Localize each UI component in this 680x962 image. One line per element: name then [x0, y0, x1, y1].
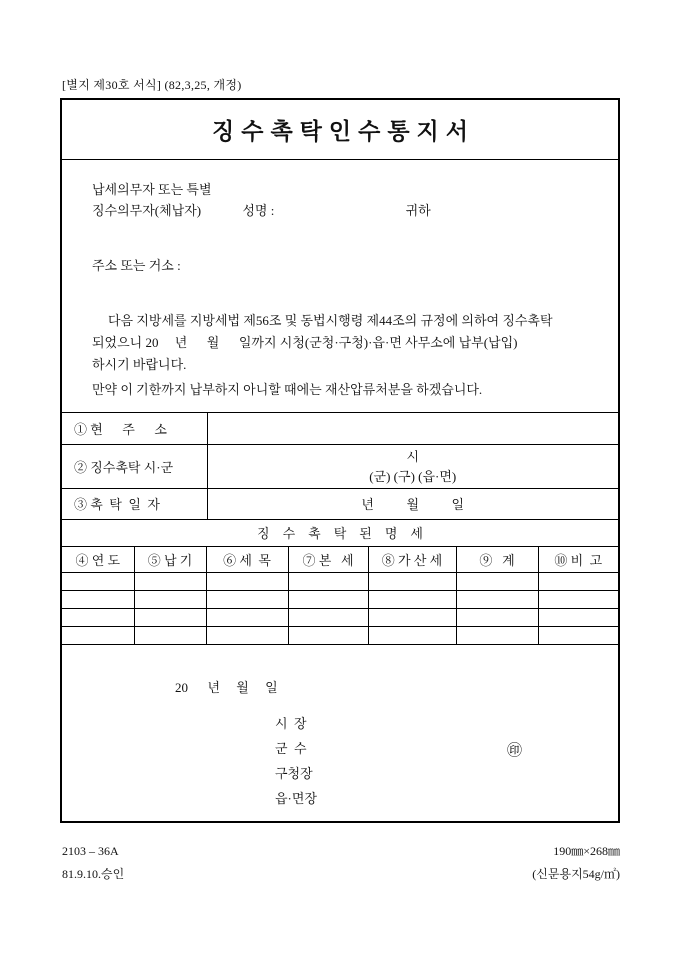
detail-section-title: 징 수 촉 탁 된 명 세: [62, 519, 618, 547]
table-cell-empty: [368, 609, 456, 627]
info-label-date: ③ 촉 탁 일 자: [62, 489, 207, 519]
table-cell-empty: [62, 627, 134, 645]
table-cell-empty: [288, 609, 368, 627]
table-cell-empty: [538, 627, 618, 645]
signer-mayor: 시 장: [275, 716, 307, 731]
table-cell-empty: [456, 573, 538, 591]
table-cell-empty: [62, 573, 134, 591]
table-cell-empty: [288, 627, 368, 645]
table-cell-empty: [134, 573, 206, 591]
table-cell-empty: [456, 591, 538, 609]
table-row: [62, 591, 618, 609]
table-cell-empty: [368, 591, 456, 609]
table-cell-empty: [538, 573, 618, 591]
paper-spec: (신문용지54g/㎡): [532, 867, 620, 881]
title-row: [62, 100, 618, 160]
paragraph-line-1: 다음 지방세를 지방세법 제56조 및 동법시행령 제44조의 규정에 의하여 징수촉탁: [108, 313, 553, 328]
paper-size: 190㎜×268㎜: [553, 844, 620, 858]
recipient-label: 징수의무자(체납자): [92, 203, 202, 218]
table-row: [62, 627, 618, 645]
name-label: 성명 :: [242, 203, 275, 218]
form-box: [60, 98, 620, 823]
table-cell-empty: [368, 627, 456, 645]
info-value-city-line2: (군) (구) (읍·면): [369, 468, 457, 484]
table-cell-empty: [62, 591, 134, 609]
info-label-address: ① 현 주 소: [62, 413, 207, 445]
paragraph-line-3: 하시기 바랍니다.: [92, 357, 187, 372]
signature-date: 20 년 월 일: [175, 680, 278, 695]
table-row: [62, 573, 618, 591]
table-cell-empty: [134, 627, 206, 645]
table-cell-empty: [134, 591, 206, 609]
info-value-date: 년 월 일: [207, 489, 618, 519]
address-label: 주소 또는 거소 :: [92, 258, 181, 273]
detail-header-row: [62, 547, 618, 573]
signer-list: [275, 711, 317, 811]
column-header-note: ⑩ 비 고: [538, 547, 618, 573]
table-cell-empty: [288, 591, 368, 609]
column-header-total: ⑨ 계: [456, 547, 538, 573]
paragraph-line-2: 되었으니 20 년 월 일까지 시청(군청·구청)·읍·면 사무소에 납부(납입): [92, 335, 518, 350]
info-value-city: [207, 445, 618, 489]
column-header-principal: ⑦ 본 세: [288, 547, 368, 573]
info-value-city-line1: 시: [406, 448, 420, 464]
notice-paragraph: [92, 310, 592, 401]
approval-date: 81.9.10.승인: [62, 867, 125, 881]
table-cell-empty: [206, 591, 288, 609]
paragraph-line-4: 만약 이 기한까지 납부하지 아니할 때에는 재산압류처분을 하겠습니다.: [92, 382, 483, 397]
table-cell-empty: [456, 627, 538, 645]
info-row-date: [62, 489, 618, 519]
info-row-address: [62, 413, 618, 445]
signer-township-head: 읍·면장: [275, 791, 318, 806]
signer-district-head: 구청장: [275, 766, 313, 781]
column-header-surcharge: ⑧ 가 산 세: [368, 547, 456, 573]
table-cell-empty: [368, 573, 456, 591]
form-reference: [별지 제30호 서식] (82,3,25, 개정): [62, 78, 242, 92]
table-cell-empty: [134, 609, 206, 627]
form-title: 징수촉탁인수통지서: [212, 119, 475, 144]
form-code: 2103 – 36A: [62, 844, 119, 858]
table-cell-empty: [288, 573, 368, 591]
footer-right: [532, 840, 620, 886]
table-cell-empty: [206, 609, 288, 627]
info-label-city: ② 징수촉탁 시·군: [62, 445, 207, 489]
table-cell-empty: [456, 609, 538, 627]
table-cell-empty: [206, 573, 288, 591]
footer-left: [62, 840, 124, 886]
form-body: [62, 160, 618, 412]
detail-table: [62, 547, 618, 646]
seal-mark: ㊞: [507, 743, 523, 759]
column-header-due: ⑤ 납 기: [134, 547, 206, 573]
info-row-city: [62, 445, 618, 489]
table-cell-empty: [62, 609, 134, 627]
info-value-address: [207, 413, 618, 445]
recipient-line1: 납세의무자 또는 특별: [92, 182, 212, 197]
signature-section: [62, 645, 618, 821]
column-header-taxitem: ⑥ 세 목: [206, 547, 288, 573]
honorific-label: 귀하: [405, 203, 431, 218]
column-header-year: ④ 연 도: [62, 547, 134, 573]
table-cell-empty: [206, 627, 288, 645]
table-cell-empty: [538, 609, 618, 627]
signer-county-head: 군 수: [275, 741, 307, 756]
table-cell-empty: [538, 591, 618, 609]
table-row: [62, 609, 618, 627]
info-table: [62, 412, 618, 519]
recipient-line2: [92, 201, 592, 221]
